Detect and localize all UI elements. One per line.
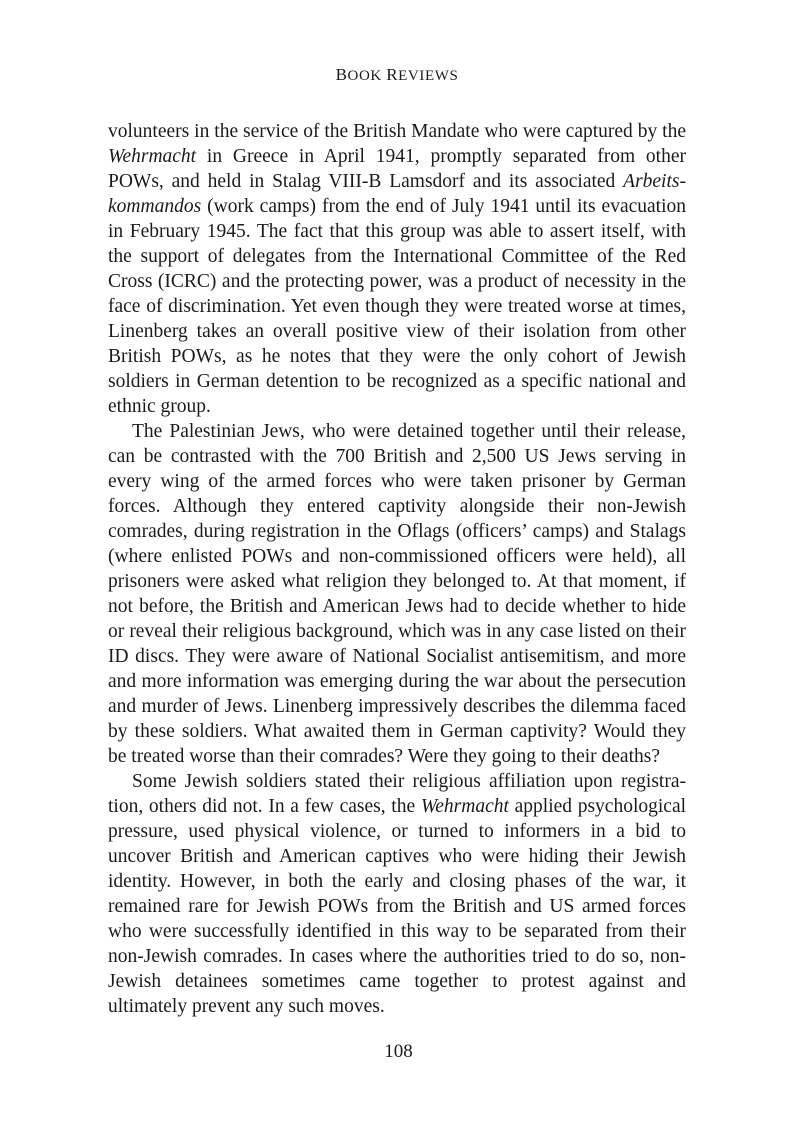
- paragraph-2: The Palestinian Jews, who were detained together until their release, can be contrasted with the 700 British and 2,500 US Jews serving in every wing of the armed forces who were taken prisoner by German forces. Although they entered captivity alongside their non-Jewish comrades, during registration in the Oflags (officers’ camps) and Stalags (where enlisted POWs and non-commissioned officers were held), all prisoners were asked what religion they belonged to. At that moment, if not before, the British and American Jews had to decide whether to hide or reveal their religious background, which was in any case listed on their ID discs. They were aware of National Socialist antisemitism, and more and more information was emerging during the war about the persecution and murder of Jews. Linenberg impressively describes the dilemma faced by these soldiers. What awaited them in German captivity? Would they be treated worse than their comrades? Were they going to their deaths?: [108, 421, 686, 767]
- paragraph-1-italic-arbeitskommandos: Arbeitskommandos: [108, 171, 686, 217]
- paragraph-3-text-b: applied psychological pressure, used physical violence, or turned to informers in a bid to uncover British and American captives who were hiding their Jewish identity. However, in both the early and closing phases of the war, it remained rare for Jewish POWs from the British and US armed forces who were successfully identified in this way to be separated from their non-Jewish comrades. In cases where the authorities tried to do so, non-Jewish detainees sometimes came together to protest against and ultimately prevent any such moves.: [108, 796, 687, 1017]
- page-number: 108: [384, 1041, 413, 1062]
- paragraph-1-text-b: in Greece in April 1941, promptly separated from other POWs, and held in Stalag VIII-B Lamsdorf and its associated: [108, 146, 686, 192]
- paragraph-3-italic-wehrmacht: Wehrmacht: [420, 796, 509, 817]
- paragraph-1: [108, 119, 686, 419]
- body-text: [108, 119, 686, 1019]
- paragraph-3-text-a: Some Jewish soldiers stated their religious affiliation upon registration, others did not. In a few cases, the: [108, 771, 686, 817]
- running-head-rest-1: OOK: [347, 68, 382, 84]
- paragraph-1-italic-wehrmacht: Wehrmacht: [108, 146, 197, 167]
- running-head: [108, 62, 686, 89]
- running-head-initial-2: R: [386, 65, 399, 84]
- paragraph-1-text-a: volunteers in the service of the British Mandate who were captured by the: [108, 121, 686, 142]
- paragraph-1-text-c: (work camps) from the end of July 1941 until its evacuation in February 1945. The fact that this group was able to assert itself, with the support of delegates from the International Committee of the Red Cross (ICRC) and the protecting power, was a product of necessity in the face of discrimination. Yet even though they were treated worse at times, Linenberg takes an overall positive view of their isolation from other British POWs, as he notes that they were the only cohort of Jewish soldiers in German detention to be recognized as a specific national and ethnic group.: [108, 196, 686, 417]
- document-page: [108, 62, 686, 1019]
- running-head-rest-2: EVIEWS: [398, 68, 459, 84]
- running-head-initial-1: B: [335, 65, 348, 84]
- paragraph-3: [108, 769, 686, 1019]
